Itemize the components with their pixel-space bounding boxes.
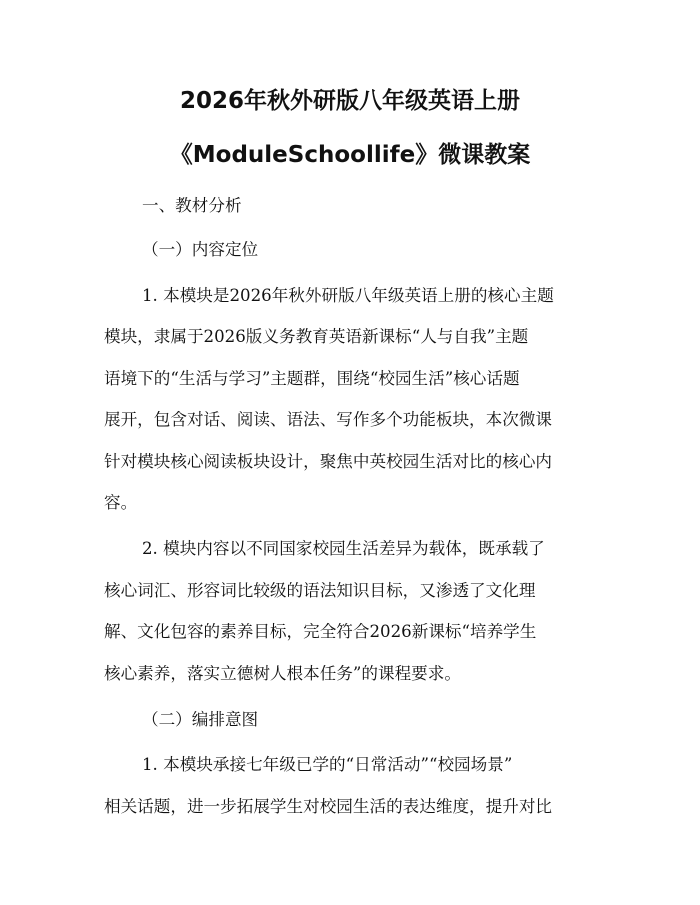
paragraph-1-line: 针对模块核心阅读板块设计，聚焦中英校园生活对比的核心内	[104, 452, 553, 471]
paragraph-3-line: 1. 本模块承接七年级已学的“日常活动”“校园场景”	[142, 755, 513, 774]
paragraph-1-line: 语境下的“生活与学习”主题群，围绕“校园生活”核心话题	[104, 369, 520, 388]
paragraph-2-line: 2. 模块内容以不同国家校园生活差异为载体，既承载了	[142, 539, 545, 558]
paragraph-1-line: 展开，包含对话、阅读、语法、写作多个功能板块，本次微课	[104, 410, 553, 429]
document-title-line-2: 《ModuleSchoollife》微课教案	[169, 142, 531, 168]
paragraph-1-line: 1. 本模块是2026年秋外研版八年级英语上册的核心主题	[142, 286, 554, 305]
subsection-heading-arrangement-intent: （二）编排意图	[142, 710, 259, 729]
paragraph-3-line: 相关话题，进一步拓展学生对校园生活的表达维度，提升对比	[104, 797, 553, 816]
paragraph-2-line: 核心素养，落实立德树人根本任务”的课程要求。	[104, 664, 461, 683]
paragraph-1-line: 容。	[104, 493, 138, 512]
subsection-heading-content-positioning: （一）内容定位	[142, 240, 259, 259]
paragraph-2-line: 解、文化包容的素养目标，完全符合2026新课标“培养学生	[104, 622, 537, 641]
section-heading-textbook-analysis: 一、教材分析	[142, 196, 242, 215]
paragraph-1-line: 模块，隶属于2026版义务教育英语新课标“人与自我”主题	[104, 327, 529, 346]
document-title-line-1: 2026年秋外研版八年级英语上册	[179, 88, 520, 114]
paragraph-2-line: 核心词汇、形容词比较级的语法知识目标，又渗透了文化理	[104, 581, 536, 600]
